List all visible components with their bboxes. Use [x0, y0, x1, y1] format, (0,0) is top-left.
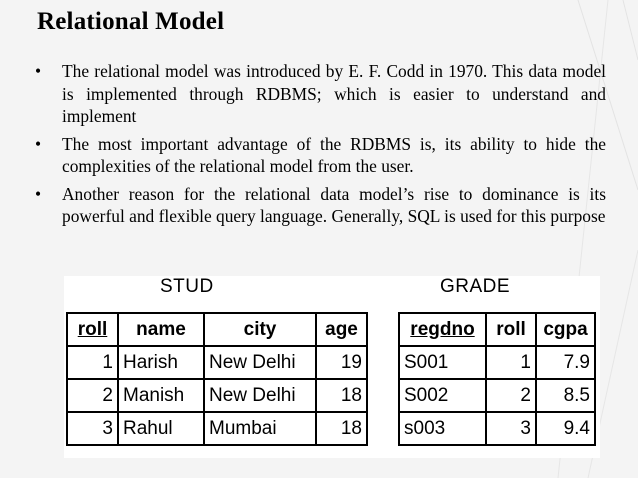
table-cell: s003 [399, 412, 486, 445]
bullet-list [28, 60, 606, 233]
table-cell: Harish [118, 346, 204, 379]
table-row [67, 346, 367, 379]
table-cell: 2 [67, 379, 118, 412]
table-cell: S002 [399, 379, 486, 412]
table-cell: 2 [486, 379, 536, 412]
table-cell: Mumbai [204, 412, 316, 445]
grade-table-caption: GRADE [440, 276, 511, 297]
slide-title: Relational Model [37, 8, 225, 35]
table-cell: New Delhi [204, 379, 316, 412]
table-cell: 3 [67, 412, 118, 445]
bullet-item [28, 60, 606, 128]
table-cell: 1 [486, 346, 536, 379]
table-cell: New Delhi [204, 346, 316, 379]
bullet-text: The relational model was introduced by E. F. Codd in 1970. This data model is implemented through RDBMS; which is easier to understand and implement [62, 61, 606, 126]
grade-table [398, 312, 596, 446]
table-cell: Rahul [118, 412, 204, 445]
column-header-age: age [316, 313, 367, 346]
table-cell: S001 [399, 346, 486, 379]
table-row [67, 412, 367, 445]
bullet-icon: • [34, 133, 42, 154]
tables-image [64, 276, 600, 458]
bullet-icon: • [34, 183, 42, 204]
table-cell: 8.5 [536, 379, 595, 412]
stud-table [66, 312, 368, 446]
column-header-roll: roll [486, 313, 536, 346]
column-header-city: city [204, 313, 316, 346]
table-row [399, 346, 595, 379]
column-header-regdno: regdno [399, 313, 486, 346]
table-row [399, 379, 595, 412]
table-cell: 3 [486, 412, 536, 445]
table-header-row [67, 313, 367, 346]
table-cell: 19 [316, 346, 367, 379]
table-row [67, 379, 367, 412]
column-header-roll: roll [67, 313, 118, 346]
table-cell: Manish [118, 379, 204, 412]
bullet-item [28, 183, 606, 228]
table-cell: 9.4 [536, 412, 595, 445]
bullet-text: Another reason for the relational data model’s rise to dominance is its powerful and flexible query language. Generally, SQL is used for this purpose [62, 183, 606, 226]
table-cell: 18 [316, 379, 367, 412]
table-header-row [399, 313, 595, 346]
table-cell: 18 [316, 412, 367, 445]
table-cell: 7.9 [536, 346, 595, 379]
bullet-item [28, 133, 606, 178]
bullet-icon: • [34, 61, 42, 81]
bullet-text: The most important advantage of the RDBMS is, its ability to hide the complexities of the relational model from the user. [62, 133, 606, 176]
column-header-cgpa: cgpa [536, 313, 595, 346]
stud-table-caption: STUD [160, 276, 214, 297]
column-header-name: name [118, 313, 204, 346]
table-row [399, 412, 595, 445]
table-cell: 1 [67, 346, 118, 379]
